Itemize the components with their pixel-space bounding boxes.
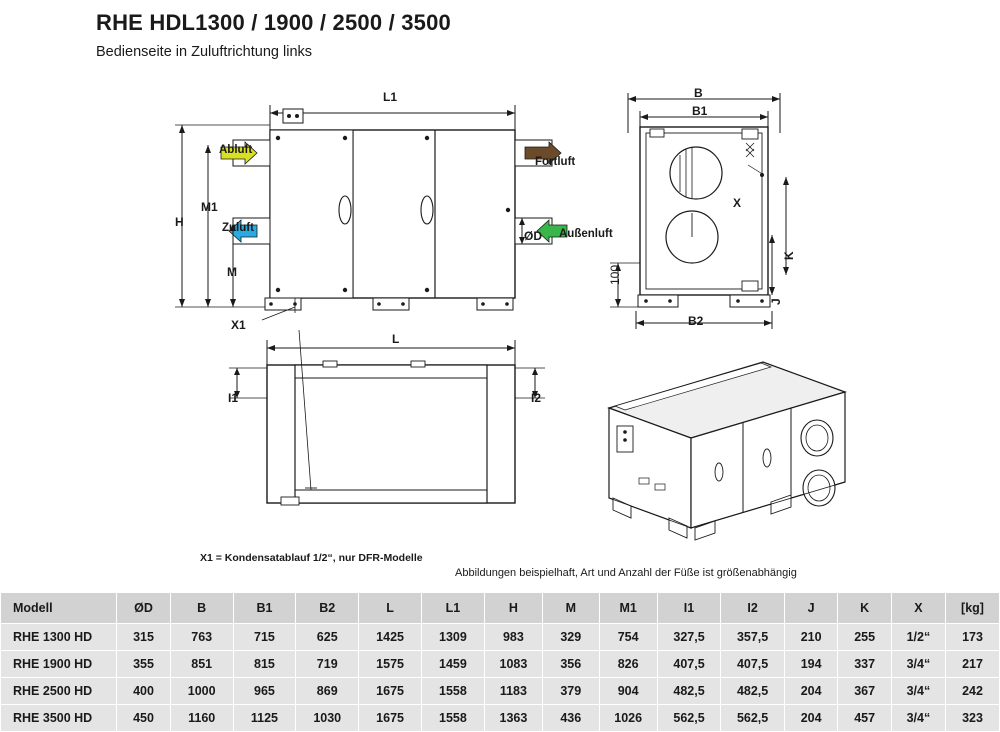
col-k: K [838,593,892,624]
cell-i2: 562,5 [721,705,785,732]
dim-100: 100 [608,264,622,285]
cell-l: 1675 [359,678,422,705]
page-subtitle: Bedienseite in Zuluftrichtung links [96,44,313,60]
dim-i2: I2 [531,391,542,405]
cell-i2: 407,5 [721,651,785,678]
table-row [1,624,1000,651]
cell-x: 1/2“ [891,624,945,651]
col-i1: I1 [657,593,721,624]
cell-kg: 323 [945,705,999,732]
dim-b1: B1 [692,104,708,118]
cell-i2: 482,5 [721,678,785,705]
cell-b1: 815 [233,651,296,678]
cell-m1: 904 [599,678,657,705]
cell-b1: 1125 [233,705,296,732]
cell-i2: 357,5 [721,624,785,651]
side-elevation-drawing [600,85,830,335]
spec-table [0,592,1000,732]
table-row [1,678,1000,705]
cell-od: 400 [117,678,171,705]
cell-b2: 719 [296,651,359,678]
cell-b: 1160 [170,705,233,732]
cell-modell: RHE 3500 HD [1,705,117,732]
cell-l1: 1459 [422,651,485,678]
note-disclaimer: Abbildungen beispielhaft, Art und Anzahl der Füße ist größenabhängig [455,567,797,579]
col-m1: M1 [599,593,657,624]
dim-i1: I1 [228,391,239,405]
col-m: M [542,593,599,624]
cell-l1: 1309 [422,624,485,651]
cell-b2: 625 [296,624,359,651]
cell-k: 255 [838,624,892,651]
cell-kg: 217 [945,651,999,678]
cell-h: 1083 [484,651,542,678]
cell-b1: 715 [233,624,296,651]
dim-l: L [392,332,400,346]
cell-od: 315 [117,624,171,651]
cell-b1: 965 [233,678,296,705]
cell-x: 3/4“ [891,705,945,732]
isometric-view-drawing [595,350,855,565]
dim-k: K [782,251,796,260]
cell-modell: RHE 2500 HD [1,678,117,705]
cell-h: 983 [484,624,542,651]
cell-m: 356 [542,651,599,678]
cell-h: 1363 [484,705,542,732]
col-modell: Modell [1,593,117,624]
col-od: ØD [117,593,171,624]
dim-b: B [694,86,703,100]
label-fortluft: Fortluft [535,156,576,168]
col-i2: I2 [721,593,785,624]
dim-x: X [733,196,742,210]
cell-m: 436 [542,705,599,732]
col-kg: [kg] [945,593,999,624]
col-x: X [891,593,945,624]
cell-m1: 754 [599,624,657,651]
cell-od: 355 [117,651,171,678]
cell-m: 329 [542,624,599,651]
cell-i1: 482,5 [657,678,721,705]
table-header-row [1,593,1000,624]
dim-h: H [175,215,184,229]
cell-l: 1575 [359,651,422,678]
cell-i1: 327,5 [657,624,721,651]
cell-m1: 826 [599,651,657,678]
cell-m1: 1026 [599,705,657,732]
col-b1: B1 [233,593,296,624]
dim-od: ØD [524,229,542,243]
cell-k: 337 [838,651,892,678]
cell-kg: 242 [945,678,999,705]
cell-b2: 1030 [296,705,359,732]
dim-x1: X1 [231,318,246,332]
table-row [1,705,1000,732]
dim-l1: L1 [383,90,398,104]
cell-modell: RHE 1900 HD [1,651,117,678]
cell-l: 1675 [359,705,422,732]
note-x1: X1 = Kondensatablauf 1/2“, nur DFR-Modelle [200,552,423,564]
cell-k: 457 [838,705,892,732]
cell-j: 204 [784,678,838,705]
dim-m: M [227,265,237,279]
cell-b2: 869 [296,678,359,705]
page-title: RHE HDL1300 / 1900 / 2500 / 3500 [96,10,451,35]
top-view-drawing [215,330,565,530]
table-row [1,651,1000,678]
cell-h: 1183 [484,678,542,705]
cell-i1: 562,5 [657,705,721,732]
cell-j: 194 [784,651,838,678]
cell-modell: RHE 1300 HD [1,624,117,651]
col-l1: L1 [422,593,485,624]
col-h: H [484,593,542,624]
col-j: J [784,593,838,624]
cell-kg: 173 [945,624,999,651]
dim-b2: B2 [688,314,704,328]
cell-j: 204 [784,705,838,732]
cell-x: 3/4“ [891,678,945,705]
label-abluft: Abluft [219,144,253,156]
label-zuluft: Zuluft [222,222,254,234]
cell-b: 1000 [170,678,233,705]
cell-x: 3/4“ [891,651,945,678]
cell-i1: 407,5 [657,651,721,678]
label-aussenluft: Außenluft [559,228,613,240]
cell-od: 450 [117,705,171,732]
cell-j: 210 [784,624,838,651]
cell-l1: 1558 [422,705,485,732]
cell-l1: 1558 [422,678,485,705]
col-b: B [170,593,233,624]
cell-l: 1425 [359,624,422,651]
col-l: L [359,593,422,624]
dim-m1: M1 [201,200,218,214]
cell-b: 763 [170,624,233,651]
cell-b: 851 [170,651,233,678]
front-elevation-drawing [165,85,585,335]
dim-j: J [769,298,783,305]
col-b2: B2 [296,593,359,624]
cell-k: 367 [838,678,892,705]
cell-m: 379 [542,678,599,705]
